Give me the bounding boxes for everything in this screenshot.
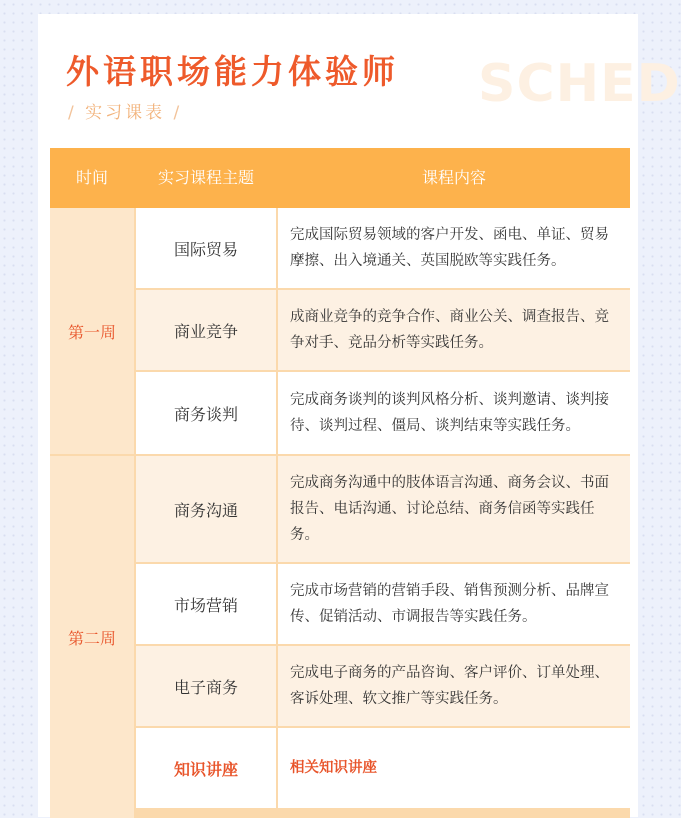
content-cell: 完成市场营销的营销手段、销售预测分析、品牌宣传、促销活动、市调报告等实践任务。 (278, 564, 630, 644)
table-header (50, 148, 630, 208)
content-cell-lecture: 相关知识讲座 (278, 728, 630, 808)
table-body (50, 208, 630, 818)
content-cell: 完成商务沟通中的肢体语言沟通、商务会议、书面报告、电话沟通、讨论总结、商务信函等实践任务。 (278, 456, 630, 562)
watermark-text: SCHED (478, 54, 681, 114)
week-cell-2: 第二周 (50, 456, 134, 818)
content-cell: 完成电子商务的产品咨询、客户评价、订单处理、客诉处理、软文推广等实践任务。 (278, 646, 630, 726)
page-subtitle (68, 98, 182, 123)
topic-cell: 商务沟通 (136, 456, 276, 562)
column-header-time: 时间 (75, 168, 108, 187)
schedule-card (38, 14, 681, 817)
week-cell-1: 第一周 (50, 208, 134, 454)
schedule-table (50, 148, 630, 818)
subtitle-slash-right: / (173, 103, 183, 123)
topic-cell: 商业竞争 (136, 290, 276, 370)
column-header-content: 课程内容 (421, 168, 486, 187)
topic-cell: 国际贸易 (136, 208, 276, 288)
page-title: 外语职场能力体验师 (66, 52, 399, 91)
content-cell: 成商业竞争的竞争合作、商业公关、调查报告、竞争对手、竞品分析等实践任务。 (278, 290, 630, 370)
subtitle-slash-left: / (68, 103, 77, 123)
topic-cell: 市场营销 (136, 564, 276, 644)
content-cell: 完成商务谈判的谈判风格分析、谈判邀请、谈判接待、谈判过程、僵局、谈判结束等实践任务。 (278, 372, 630, 454)
topic-cell-lecture: 知识讲座 (136, 728, 276, 808)
topic-cell: 商务谈判 (136, 372, 276, 454)
column-header-topic: 实习课程主题 (157, 168, 254, 187)
subtitle-text: 实习课表 (85, 103, 166, 123)
topic-cell: 电子商务 (136, 646, 276, 726)
content-cell: 完成国际贸易领域的客户开发、函电、单证、贸易摩擦、出入境通关、英国脱欧等实践任务。 (278, 208, 630, 288)
